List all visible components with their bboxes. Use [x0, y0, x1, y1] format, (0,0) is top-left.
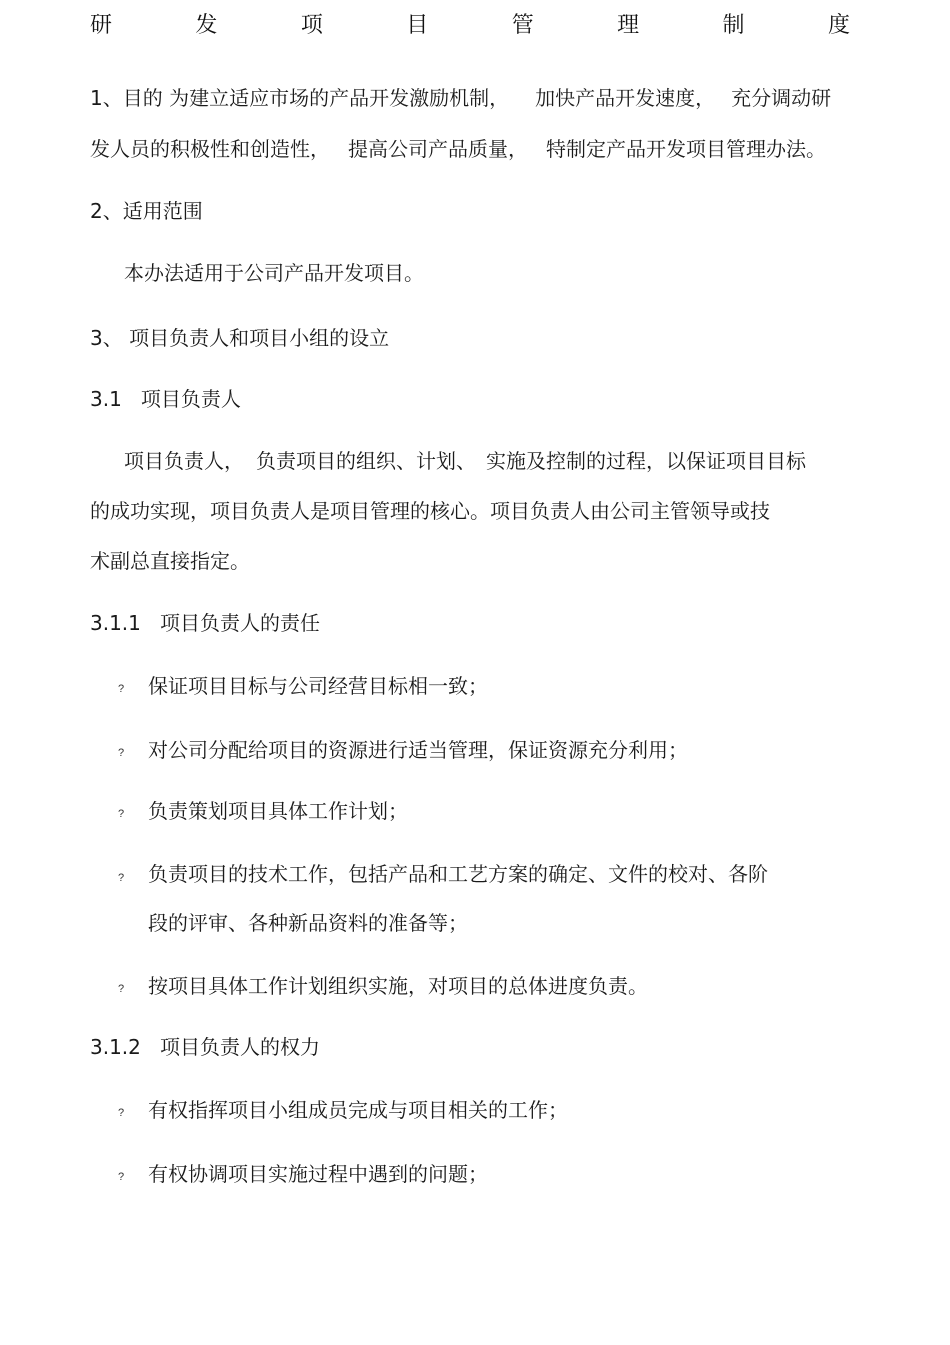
list-item: 负责策划项目具体工作计划； [148, 799, 408, 823]
section3-1-2-heading: 3.1.2 项目负责人的权力 [90, 1035, 320, 1059]
section1-text: 特制定产品开发项目管理办法。 [546, 137, 826, 161]
title-char: 管 [511, 13, 534, 38]
section1-text: 加快产品开发速度， [535, 86, 716, 110]
section3-1-heading: 3.1 项目负责人 [90, 387, 241, 411]
section3-1-body-line3: 术副总直接指定。 [90, 549, 250, 573]
section1-text: 1、目的 为建立适应市场的产品开发激励机制， [90, 86, 510, 110]
section3-1-text: 负责项目的组织、计划、 [256, 449, 476, 473]
section3-1-1-heading: 3.1.1 项目负责人的责任 [90, 611, 320, 635]
title-char: 发 [195, 13, 218, 38]
title-char: 目 [406, 13, 429, 38]
list-item: 对公司分配给项目的资源进行适当管理，保证资源充分利用； [148, 738, 688, 762]
section1-line1 [90, 84, 831, 112]
section1-text: 提高公司产品质量， [348, 137, 528, 161]
list-item: 按项目具体工作计划组织实施，对项目的总体进度负责。 [148, 974, 648, 998]
section3-heading: 3、 项目负责人和项目小组的设立 [90, 326, 390, 350]
list-item: 有权指挥项目小组成员完成与项目相关的工作； [148, 1098, 568, 1122]
section2-body: 本办法适用于公司产品开发项目。 [124, 261, 424, 285]
bullet-icon: ? [118, 983, 125, 995]
list-item-continuation: 段的评审、各种新品资料的准备等； [148, 911, 468, 935]
list-item: 保证项目目标与公司经营目标相一致； [148, 674, 488, 698]
title-char: 制 [722, 13, 745, 38]
section3-1-body-line1 [124, 447, 806, 475]
section3-1-body-line2: 的成功实现，项目负责人是项目管理的核心。项目负责人由公司主管领导或技 [90, 499, 770, 523]
title-char: 度 [827, 13, 850, 38]
section1-line2 [90, 135, 826, 163]
bullet-icon: ? [118, 683, 125, 695]
title-char: 项 [300, 13, 323, 38]
section1-text: 充分调动研 [731, 86, 832, 110]
bullet-icon: ? [118, 808, 125, 820]
title-char: 理 [617, 13, 640, 38]
section3-1-text: 实施及控制的过程，以保证项目目标 [486, 449, 806, 473]
section3-1-text: 项目负责人， [124, 449, 244, 473]
document-title [90, 10, 850, 42]
bullet-icon: ? [118, 1171, 125, 1183]
list-item: 负责项目的技术工作，包括产品和工艺方案的确定、文件的校对、各阶 [148, 862, 768, 886]
bullet-icon: ? [118, 1107, 125, 1119]
title-char: 研 [90, 13, 113, 38]
section2-heading: 2、适用范围 [90, 199, 203, 223]
bullet-icon: ? [118, 872, 125, 884]
section1-text: 发人员的积极性和创造性， [90, 137, 330, 161]
bullet-icon: ? [118, 747, 125, 759]
list-item: 有权协调项目实施过程中遇到的问题； [148, 1162, 488, 1186]
